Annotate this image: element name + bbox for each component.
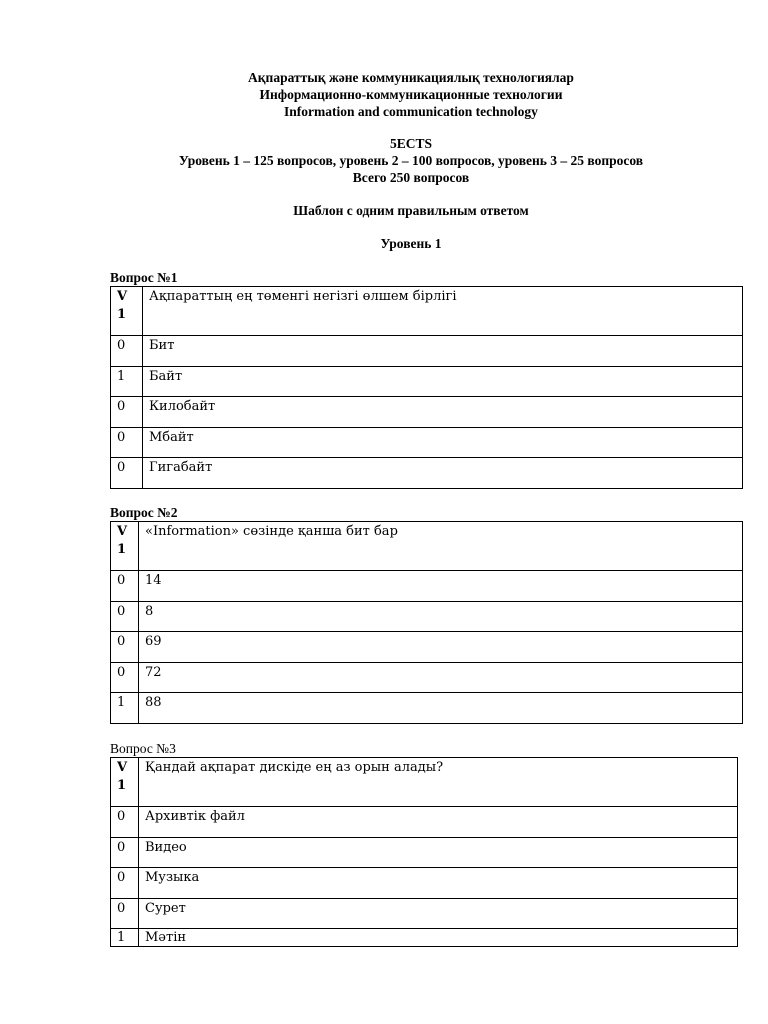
levels-summary: Уровень 1 – 125 вопросов, уровень 2 – 100 вопросов, уровень 3 – 25 вопросов — [178, 153, 644, 168]
answer-mark: 0 — [111, 868, 139, 899]
answer-text: Бит — [143, 336, 743, 367]
question-label-3: Вопрос №3 — [110, 741, 176, 756]
flag-letter: V — [117, 289, 128, 304]
answer-text: Гигабайт — [143, 458, 743, 489]
answer-row — [111, 693, 743, 724]
answer-text: Байт — [143, 367, 743, 397]
answer-mark: 1 — [111, 367, 143, 397]
title-russian: Информационно-коммуникационные технологии — [259, 87, 563, 102]
answer-mark: 0 — [111, 602, 139, 632]
answer-mark: 0 — [111, 838, 139, 868]
answer-text: Архивтік файл — [139, 807, 738, 838]
answer-mark: 0 — [111, 663, 139, 693]
question-row — [111, 522, 743, 571]
answer-row — [111, 397, 743, 428]
level-heading: Уровень 1 — [380, 236, 442, 251]
flag-number: 1 — [117, 542, 127, 557]
answer-text: Мәтін — [139, 929, 738, 947]
title-english: Information and communication technology — [284, 104, 538, 119]
title-kazakh: Ақпараттық және коммуникациялық технологиялар — [248, 70, 574, 85]
template-heading: Шаблон с одним правильным ответом — [293, 203, 529, 218]
answer-text: Видео — [139, 838, 738, 868]
answer-row — [111, 602, 743, 632]
question-text: «Information» сөзінде қанша бит бар — [139, 522, 743, 571]
answer-mark: 0 — [111, 397, 143, 428]
answer-mark: 0 — [111, 632, 139, 663]
answer-text: 88 — [139, 693, 743, 724]
answer-mark: 0 — [111, 899, 139, 929]
answer-row — [111, 571, 743, 602]
question-table-1 — [110, 286, 743, 489]
answer-text: 69 — [139, 632, 743, 663]
answer-text: Музыка — [139, 868, 738, 899]
answer-row — [111, 632, 743, 663]
answer-row — [111, 428, 743, 458]
answer-text: Килобайт — [143, 397, 743, 428]
answer-text: 8 — [139, 602, 743, 632]
answer-row — [111, 807, 738, 838]
flag-number: 1 — [117, 307, 127, 322]
answer-row — [111, 868, 738, 899]
question-flag — [111, 522, 139, 571]
answer-mark: 1 — [111, 693, 139, 724]
question-text: Ақпараттың ең төменгі негізгі өлшем бірлігі — [143, 287, 743, 336]
question-row — [111, 758, 738, 807]
flag-number: 1 — [117, 778, 127, 793]
answer-row — [111, 458, 743, 489]
question-label-1: Вопрос №1 — [110, 270, 178, 285]
answer-text: Мбайт — [143, 428, 743, 458]
flag-letter: V — [117, 760, 128, 775]
credits-line: 5ECTS — [389, 136, 433, 151]
answer-mark: 0 — [111, 428, 143, 458]
answer-text: 14 — [139, 571, 743, 602]
answer-mark: 0 — [111, 571, 139, 602]
question-text: Қандай ақпарат дискіде ең аз орын алады? — [139, 758, 738, 807]
answer-mark: 0 — [111, 336, 143, 367]
answer-row — [111, 929, 738, 947]
question-label-2: Вопрос №2 — [110, 505, 178, 520]
answer-row — [111, 336, 743, 367]
answer-row — [111, 838, 738, 868]
question-row — [111, 287, 743, 336]
question-flag — [111, 287, 143, 336]
answer-text: Сурет — [139, 899, 738, 929]
answer-mark: 0 — [111, 807, 139, 838]
answer-mark: 1 — [111, 929, 139, 947]
flag-letter: V — [117, 524, 128, 539]
answer-row — [111, 899, 738, 929]
question-table-2 — [110, 521, 743, 724]
answer-row — [111, 367, 743, 397]
total-questions: Всего 250 вопросов — [352, 170, 470, 185]
answer-mark: 0 — [111, 458, 143, 489]
question-flag — [111, 758, 139, 807]
answer-text: 72 — [139, 663, 743, 693]
answer-row — [111, 663, 743, 693]
question-table-3 — [110, 757, 738, 947]
